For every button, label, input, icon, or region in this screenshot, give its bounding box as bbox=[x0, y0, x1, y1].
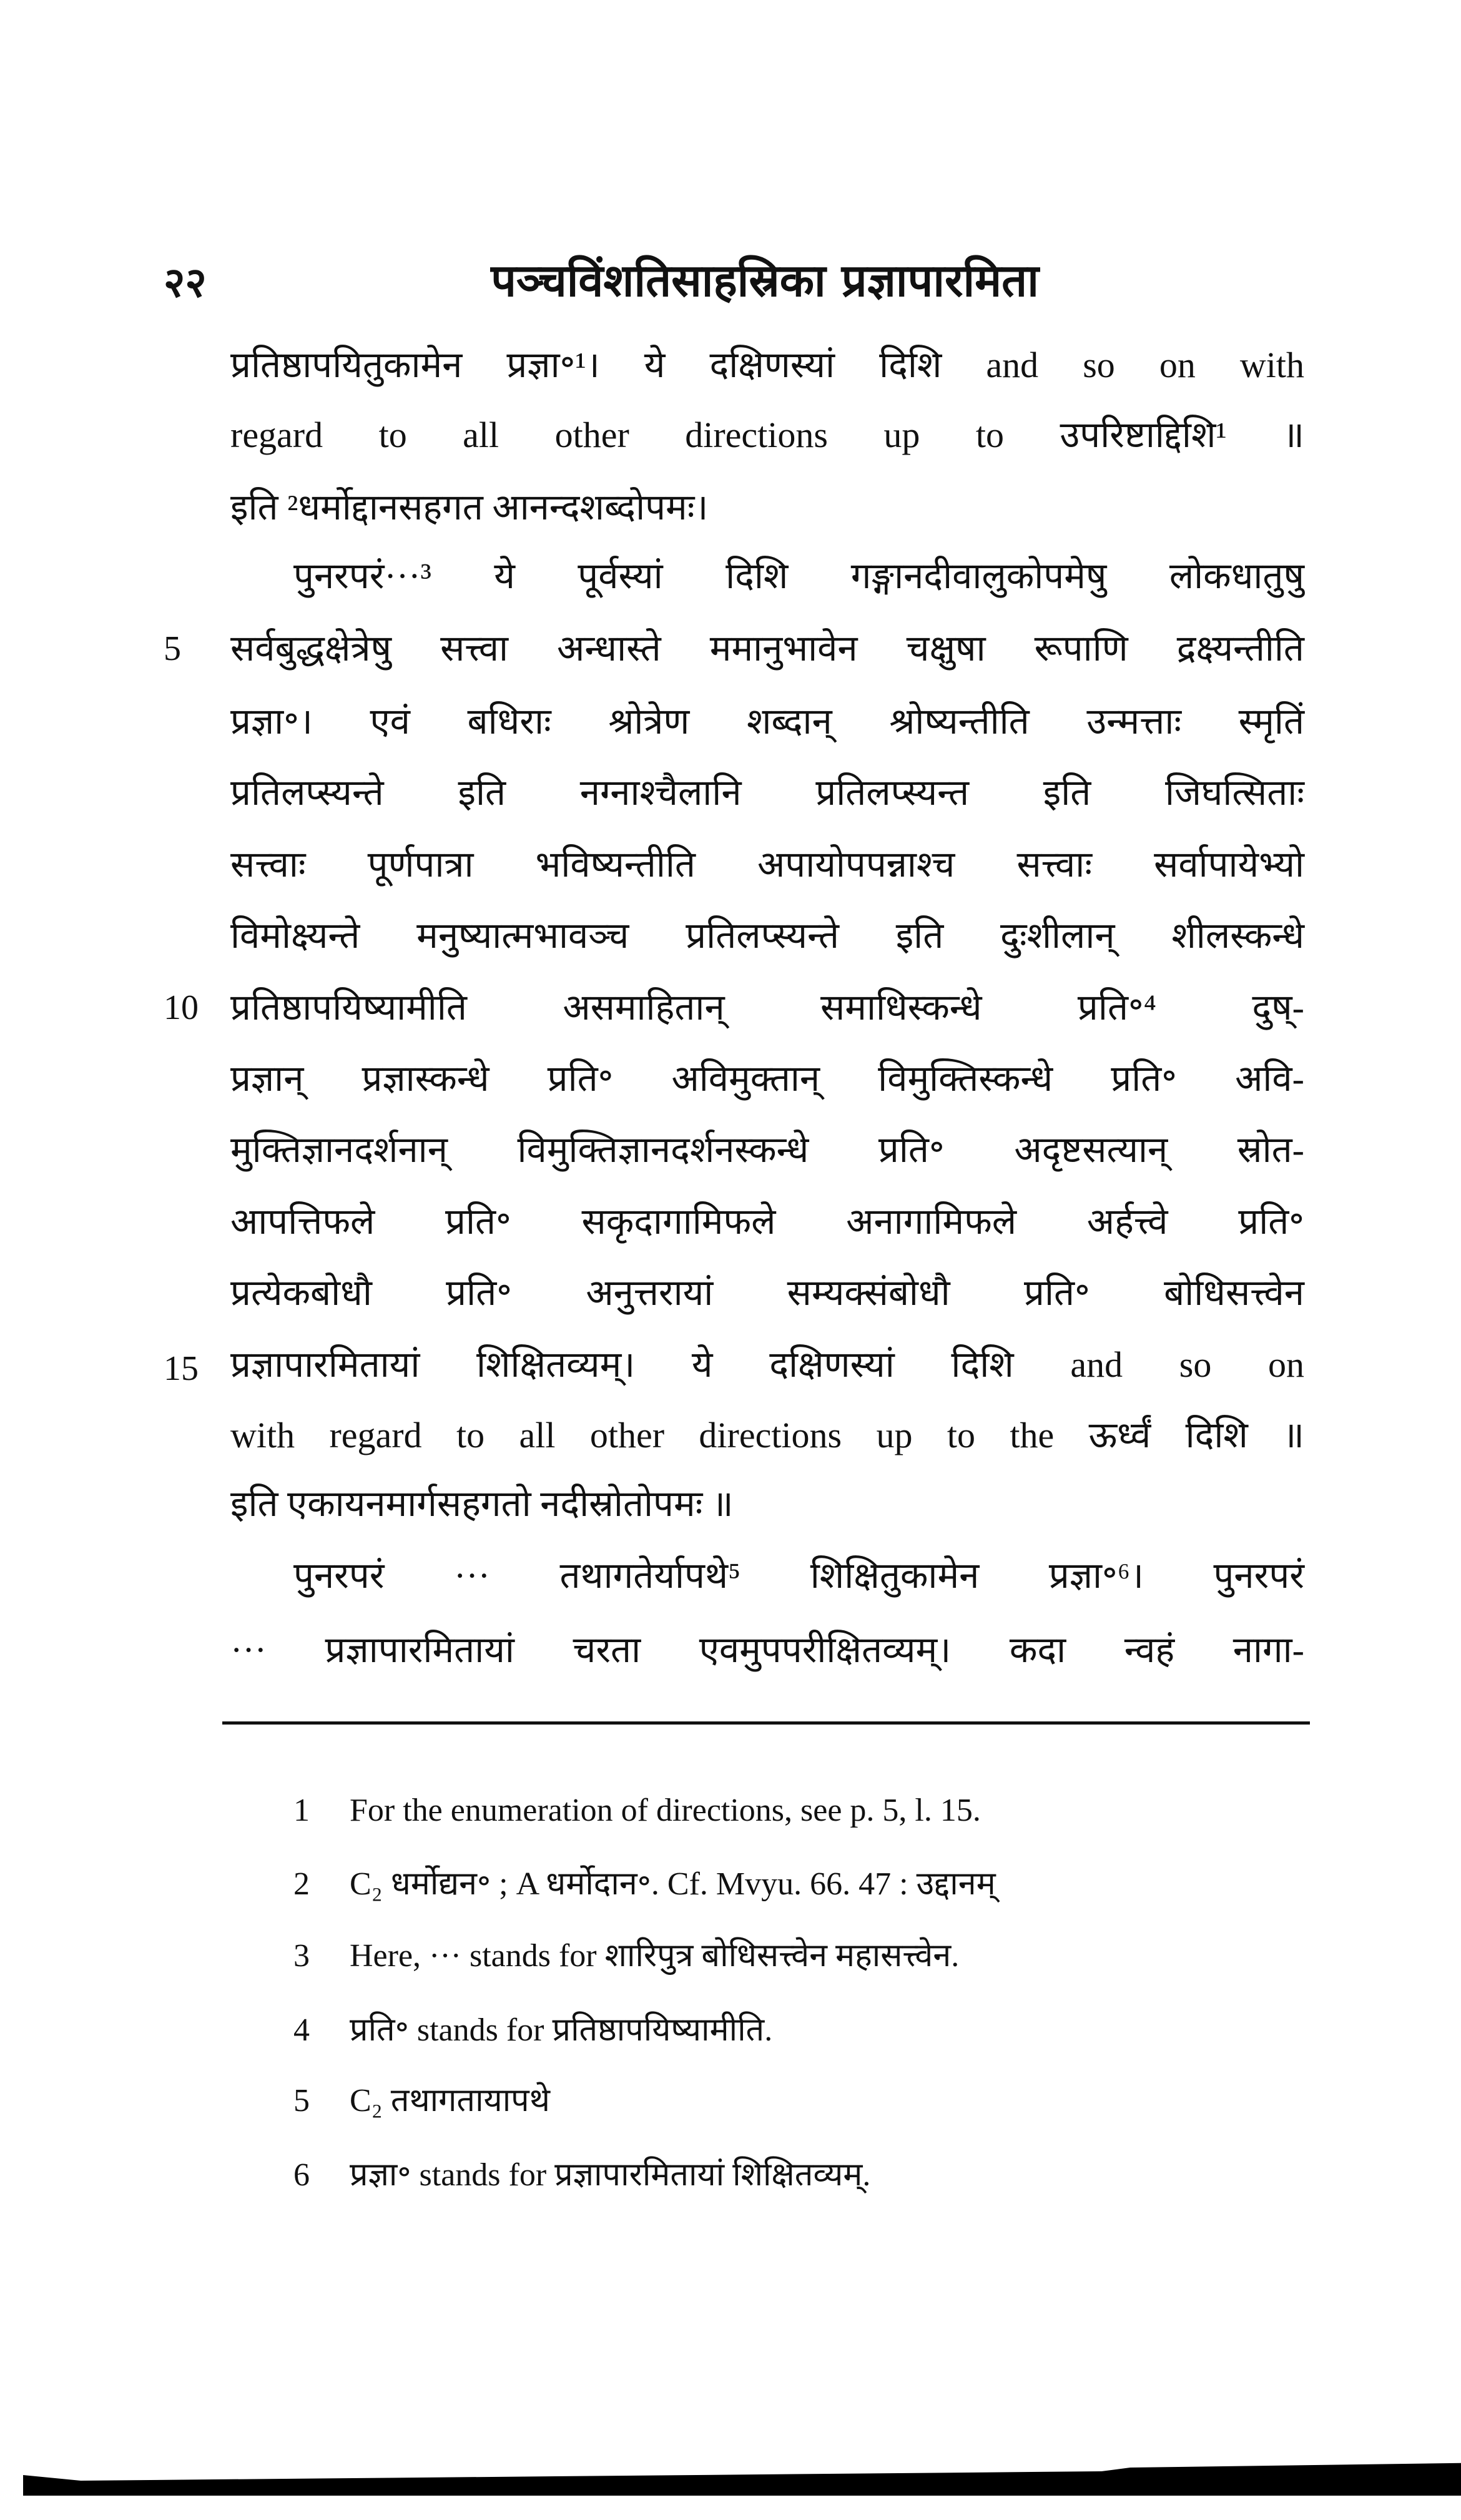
text-line: विमोक्ष्यन्ते मनुष्यात्मभावञ्च प्रतिलप्स्यन्ते इति दुःशीलान् शीलस्कन्धे bbox=[230, 915, 1304, 956]
text-line: प्रज्ञापारमितायां शिक्षितव्यम्। ये दक्षिणस्यां दिशि and so on bbox=[230, 1344, 1304, 1385]
text-line: प्रज्ञा॰। एवं बधिराः श्रोत्रेण शब्दान् श्रोष्यन्तीति उन्मत्ताः स्मृतिं bbox=[230, 701, 1304, 742]
text-line: regard to all other directions up to उपरिष्टाद्दिशि¹ ॥ bbox=[230, 415, 1304, 455]
scan-edge-shadow bbox=[23, 2460, 1461, 2498]
text-line: प्रतिष्ठापयितुकामेन प्रज्ञा॰¹। ये दक्षिणस्यां दिशि and so on with bbox=[230, 345, 1304, 385]
text-line: इति एकायनमार्गसहगतो नदीस्रोतोपमः ॥ bbox=[230, 1484, 734, 1524]
text-line: प्रत्येकबोधौ प्रति॰ अनुत्तरायां सम्यक्संबोधौ प्रति॰ बोधिसत्त्वेन bbox=[230, 1272, 1304, 1313]
line-number: 15 bbox=[164, 1349, 199, 1388]
footnote bbox=[293, 1996, 772, 2065]
text-line: प्रज्ञान् प्रज्ञास्कन्धे प्रति॰ अविमुक्तान् विमुक्तिस्कन्धे प्रति॰ अवि- bbox=[230, 1058, 1304, 1099]
text-line: सर्वबुद्धक्षेत्रेषु सत्त्वा अन्धास्ते ममानुभावेन चक्षुषा रूपाणि द्रक्ष्यन्तीति bbox=[230, 628, 1304, 669]
line-number: 10 bbox=[164, 988, 199, 1027]
footnote bbox=[293, 1850, 996, 1919]
running-title: पञ्चविंशतिसाहस्रिका प्रज्ञापारमिता bbox=[491, 253, 1039, 307]
text-line: with regard to all other directions up to the ऊर्ध्वं दिशि ॥ bbox=[230, 1415, 1304, 1455]
text-line: पुनरपरं···³ ये पूर्वस्यां दिशि गङ्गानदीवालुकोपमेषु लोकधातुषु bbox=[293, 556, 1304, 596]
text-line: पुनरपरं ··· तथागतेर्यापथे⁵ शिक्षितुकामेन प्रज्ञा॰⁶। पुनरपरं bbox=[293, 1555, 1304, 1596]
footnote-text: C₂ धर्मोद्यन॰ ; A धर्मोदान॰. Cf. Mvyu. 66. 47 : उद्दानम् bbox=[350, 1866, 996, 1902]
footnote-number: 5 bbox=[293, 2083, 310, 2119]
footnote-number: 6 bbox=[293, 2157, 310, 2193]
text-line: प्रतिष्ठापयिष्यामीति असमाहितान् समाधिस्कन्धे प्रति॰⁴ दुष्- bbox=[230, 987, 1304, 1028]
footnote-text: C₂ तथागतायापथे bbox=[350, 2083, 550, 2119]
footnote bbox=[293, 2141, 870, 2210]
text-line: सत्त्वाः पूर्णपात्रा भविष्यन्तीति अपायोपपन्नाश्च सत्त्वाः सर्वापायेभ्यो bbox=[230, 844, 1304, 885]
text-line: प्रतिलप्स्यन्ते इति नग्नाश्चैलानि प्रतिलप्स्यन्त इति जिघत्सिताः bbox=[230, 772, 1304, 813]
footnote-number: 4 bbox=[293, 2012, 310, 2048]
text-line: मुक्तिज्ञानदर्शनान् विमुक्तिज्ञानदर्शनस्कन्धे प्रति॰ अदृष्टसत्यान् स्रोत- bbox=[230, 1130, 1304, 1170]
page-number: २२ bbox=[164, 258, 207, 307]
footnote bbox=[293, 1922, 959, 1991]
footnote-text: For the enumeration of directions, see p. 5, l. 15. bbox=[350, 1793, 981, 1828]
text-line: इति ²धर्मोद्दानसहगत आनन्दशब्दोपमः। bbox=[230, 487, 709, 528]
line-number: 5 bbox=[164, 629, 181, 668]
footnote bbox=[293, 1776, 981, 1845]
footnote-text: प्रति॰ stands for प्रतिष्ठापयिष्यामीति. bbox=[350, 2012, 773, 2048]
footnote-text: Here, ··· stands for शारिपुत्र बोधिसत्त्वेन महासत्त्वेन. bbox=[350, 1938, 960, 1974]
text-line: आपत्तिफले प्रति॰ सकृदागामिफले अनागामिफले अर्हत्त्वे प्रति॰ bbox=[230, 1201, 1304, 1242]
footnote bbox=[293, 2067, 550, 2135]
footnote-number: 1 bbox=[293, 1793, 310, 1828]
footnote-number: 2 bbox=[293, 1866, 310, 1902]
footnote-separator bbox=[222, 1721, 1310, 1725]
footnote-text: प्रज्ञा॰ stands for प्रज्ञापारमितायां शिक्षितव्यम्. bbox=[350, 2157, 871, 2193]
text-line: ··· प्रज्ञापारमितायां चरता एवमुपपरीक्षितव्यम्। कदा न्वहं नागा- bbox=[230, 1630, 1304, 1670]
footnote-number: 3 bbox=[293, 1938, 310, 1974]
